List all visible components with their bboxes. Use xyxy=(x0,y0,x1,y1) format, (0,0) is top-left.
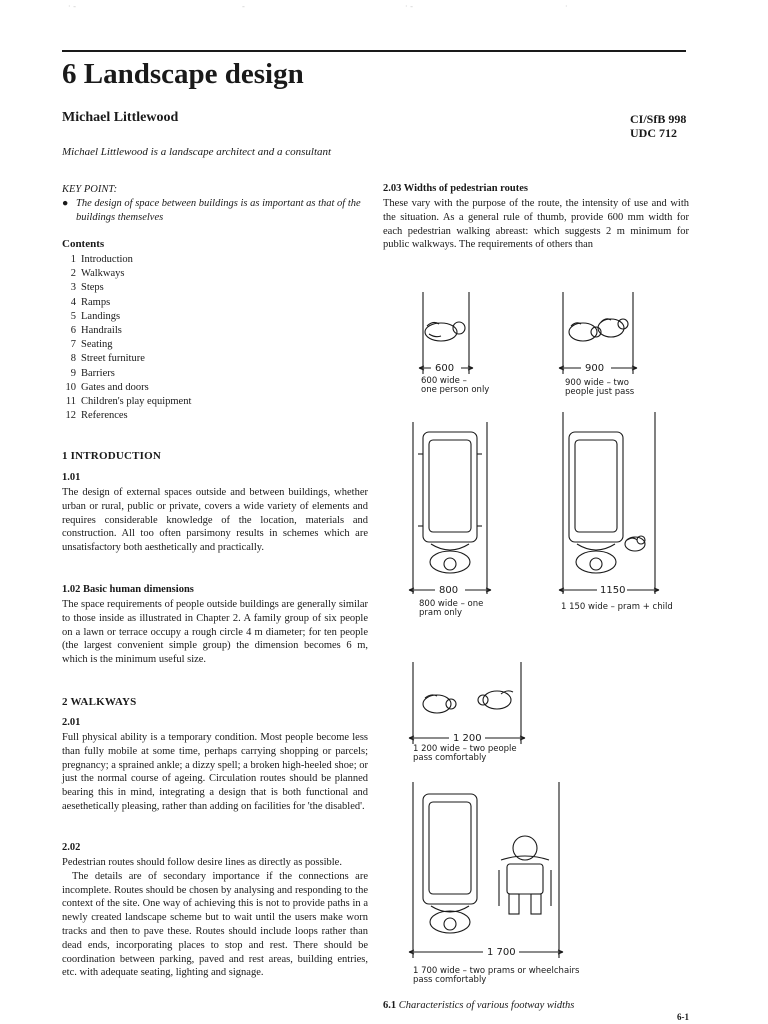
subheading-basic-human-dimensions: 1.02 Basic human dimensions xyxy=(62,584,194,595)
contents-item-label: Landings xyxy=(81,310,121,322)
contents-item xyxy=(62,267,191,281)
contents-item-number: 4 xyxy=(70,296,76,308)
figure-panel-label: 600 wide – xyxy=(421,376,467,386)
contents-item xyxy=(62,338,191,352)
section-heading-walkways: 2 WALKWAYS xyxy=(62,696,137,708)
figure-panel-sublabel: one person only xyxy=(421,385,490,395)
subheading-widths-of-pedestrian-routes: 2.03 Widths of pedestrian routes xyxy=(383,183,528,194)
contents-item xyxy=(62,409,191,423)
figure-panel-1150 xyxy=(559,412,659,594)
contents-item xyxy=(62,395,191,409)
contents-item xyxy=(62,281,191,295)
contents-item-number: 10 xyxy=(65,381,76,393)
figure-panel-sublabel: pram only xyxy=(419,608,463,618)
contents-item-label: Introduction xyxy=(81,254,133,265)
paragraph-1-02 xyxy=(62,598,368,667)
key-point xyxy=(62,197,368,225)
contents-item-number: 7 xyxy=(70,339,76,351)
scan-mark: - xyxy=(242,2,245,11)
contents-item xyxy=(62,296,191,310)
contents-item-label: References xyxy=(81,410,128,422)
bullet-icon: ● xyxy=(62,198,69,209)
figure-panel-800 xyxy=(409,422,491,594)
classification-codes xyxy=(630,112,686,140)
section-heading-introduction: 1 INTRODUCTION xyxy=(62,450,162,462)
cisfb-code: CI/SfB 998 xyxy=(630,112,687,126)
contents-item-number: 3 xyxy=(70,282,76,294)
figure-panel-1200 xyxy=(409,662,525,744)
figure-panel-600 xyxy=(419,292,473,374)
figure-caption xyxy=(383,1000,574,1011)
figure-panel-label: 800 wide – one xyxy=(419,599,484,609)
dimension-label: 900 xyxy=(585,363,605,374)
paragraph-text: The details are of secondary importance if the connections are incomplete. Routes should be chosen by analysing and responding to the context of the site. One way of achieving this is not to provide paths in a newly created landscape scheme but to wait until the users make worn tracks and then to pave these. Routes should include loops rather than dead ends, incorporating places to stop and rest. There should be coordination between parking, paved and rest areas, building entries, etc. with adequate seating, lighting and signage. xyxy=(62,870,368,979)
contents-item xyxy=(62,253,191,267)
contents-item xyxy=(62,324,191,338)
contents-item-number: 12 xyxy=(65,410,76,422)
contents-item xyxy=(62,352,191,366)
paragraph-text: Pedestrian routes should follow desire lines as directly as possible. xyxy=(62,857,342,868)
dimension-label: 1 700 xyxy=(487,947,516,958)
dimension-label: 1 200 xyxy=(453,733,482,744)
contents-item-number: 5 xyxy=(70,310,76,322)
paragraph-2-03 xyxy=(383,197,689,252)
contents-title: Contents xyxy=(62,238,105,250)
paragraph-1-01 xyxy=(62,486,368,555)
contents-item-number: 2 xyxy=(70,268,76,280)
paragraph-text: Full physical ability is a temporary condition. Most people become less than fully mobile at some time, perhaps carrying shopping or parcels; pregnancy; a sprained ankle; a dizzy spell; a broken high-heeled shoe; or just the normal course of ageing. Circulation routes should be planned bearing this in mind, integrating a design that is both functional and aesethetically pleasing, rather than adding on facilities for 'the disabled'. xyxy=(62,732,368,812)
page-number: 6-1 xyxy=(677,1012,689,1022)
author-name: Michael Littlewood xyxy=(62,110,179,125)
paragraph-number: 2.02 xyxy=(62,842,81,853)
contents-item-number: 9 xyxy=(70,367,76,379)
contents-item-number: 1 xyxy=(70,254,76,265)
contents-item-number: 11 xyxy=(65,396,76,408)
scan-mark: · - xyxy=(405,2,413,11)
dimension-label: 800 xyxy=(439,585,459,596)
paragraph-text: These vary with the purpose of the route, the intensity of use and with the situation. As a general rule of thumb, provide 600 mm width for each pedestrian walking abreast: which suggests 2 m minimum for public walkways. The requirements of others than xyxy=(383,198,689,251)
contents-item-label: Seating xyxy=(81,339,113,351)
contents-item-label: Street furniture xyxy=(81,353,145,365)
contents-item-number: 6 xyxy=(70,325,76,337)
paragraph-text: The space requirements of people outside buildings are generally similar to those inside as illustrated in Chapter 2. A family group of six people on a lawn or terrace occupy a rough circle 4 m diameter; for ten people (the largest convenient simple group) the dimension becomes 6 m, which is the minimum useful size. xyxy=(62,599,368,666)
figure-panel-label: 1 150 wide – pram + child xyxy=(561,602,673,612)
contents-item-label: Gates and doors xyxy=(81,381,149,393)
footway-widths-figure xyxy=(383,282,688,994)
contents-item-label: Barriers xyxy=(81,367,115,379)
figure-panel-sublabel: pass comfortably xyxy=(413,975,487,985)
figure-panel-label: 1 700 wide – two prams or wheelchairs xyxy=(413,966,580,976)
figure-panel-sublabel: people just pass xyxy=(565,387,635,397)
key-point-text: The design of space between buildings is as important as that of the buildings themselves xyxy=(76,198,361,223)
chapter-title: 6 Landscape design xyxy=(62,58,304,90)
figure-panel-sublabel: pass comfortably xyxy=(413,753,487,763)
contents-item-label: Children's play equipment xyxy=(81,396,192,408)
figure-panel-900 xyxy=(559,292,637,374)
paragraph-2-02 xyxy=(62,856,368,980)
contents-item-label: Ramps xyxy=(81,296,111,308)
contents-item-label: Handrails xyxy=(81,325,122,337)
dimension-label: 600 xyxy=(435,363,455,374)
key-point-label: KEY POINT: xyxy=(62,184,118,195)
paragraph-2-01 xyxy=(62,731,368,814)
paragraph-number: 2.01 xyxy=(62,717,81,728)
contents-item xyxy=(62,381,191,395)
figure-caption-text: Characteristics of various footway widths xyxy=(398,1000,575,1011)
dimension-label: 1150 xyxy=(600,585,626,596)
contents-item xyxy=(62,310,191,324)
header-rule xyxy=(62,50,686,52)
contents-list xyxy=(62,253,191,423)
contents-item-label: Steps xyxy=(81,282,104,294)
figure-number: 6.1 xyxy=(383,1000,397,1011)
paragraph-number: 1.01 xyxy=(62,472,81,483)
contents-item xyxy=(62,367,191,381)
author-note: Michael Littlewood is a landscape architect and a consultant xyxy=(62,146,332,158)
figure-panel-1700 xyxy=(409,782,563,958)
figure-panel-label: 1 200 wide – two people xyxy=(413,744,517,754)
contents-item-number: 8 xyxy=(70,353,76,365)
udc-code: UDC 712 xyxy=(630,126,677,140)
figure-panel-label: 900 wide – two xyxy=(565,378,630,388)
paragraph-text: The design of external spaces outside and between buildings, whether urban or rural, public or private, covers a wide variety of elements and requires considerable knowledge of the location, materials and construction. All too often parsimony results in schemes which are unsatisfactory both aesthetically and practically. xyxy=(62,487,368,554)
contents-item-label: Walkways xyxy=(81,268,125,280)
scan-mark: · xyxy=(565,2,568,11)
scan-mark: · - xyxy=(68,2,76,11)
